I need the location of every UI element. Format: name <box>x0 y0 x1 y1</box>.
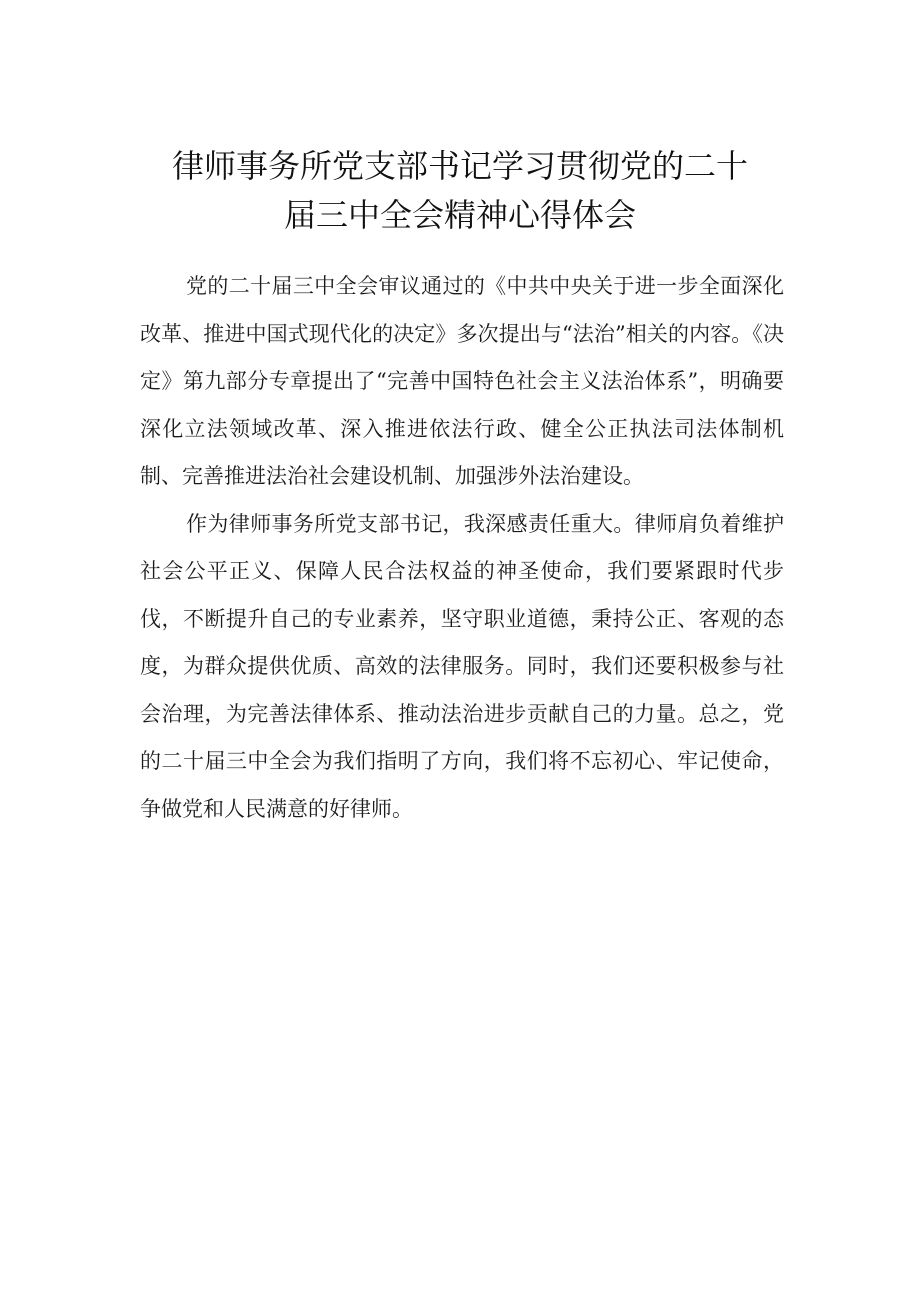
document-body <box>140 263 784 833</box>
body-paragraph-2: 作为律师事务所党支部书记，我深感责任重大。律师肩负着维护社会公平正义、保障人民合法权益的神圣使命，我们要紧跟时代步伐，不断提升自己的专业素养，坚守职业道德，秉持公正、客观的态度，为群众提供优质、高效的法律服务。同时，我们还要积极参与社会治理，为完善法律体系、推动法治进步贡献自己的力量。总之，党的二十届三中全会为我们指明了方向，我们将不忘初心、牢记使命，争做党和人民满意的好律师。 <box>140 511 784 821</box>
document-title <box>100 142 820 240</box>
body-paragraph-1: 党的二十届三中全会审议通过的《中共中央关于进一步全面深化改革、推进中国式现代化的决定》多次提出与“法治”相关的内容。《决定》第九部分专章提出了“完善中国特色社会主义法治体系”，明确要深化立法领域改革、深入推进依法行政、健全公正执法司法体制机制、完善推进法治社会建设机制、加强涉外法治建设。 <box>140 274 784 488</box>
document-title-line-2: 届三中全会精神心得体会 <box>283 196 636 234</box>
document-title-line-1: 律师事务所党支部书记学习贯彻党的二十 <box>171 147 748 185</box>
